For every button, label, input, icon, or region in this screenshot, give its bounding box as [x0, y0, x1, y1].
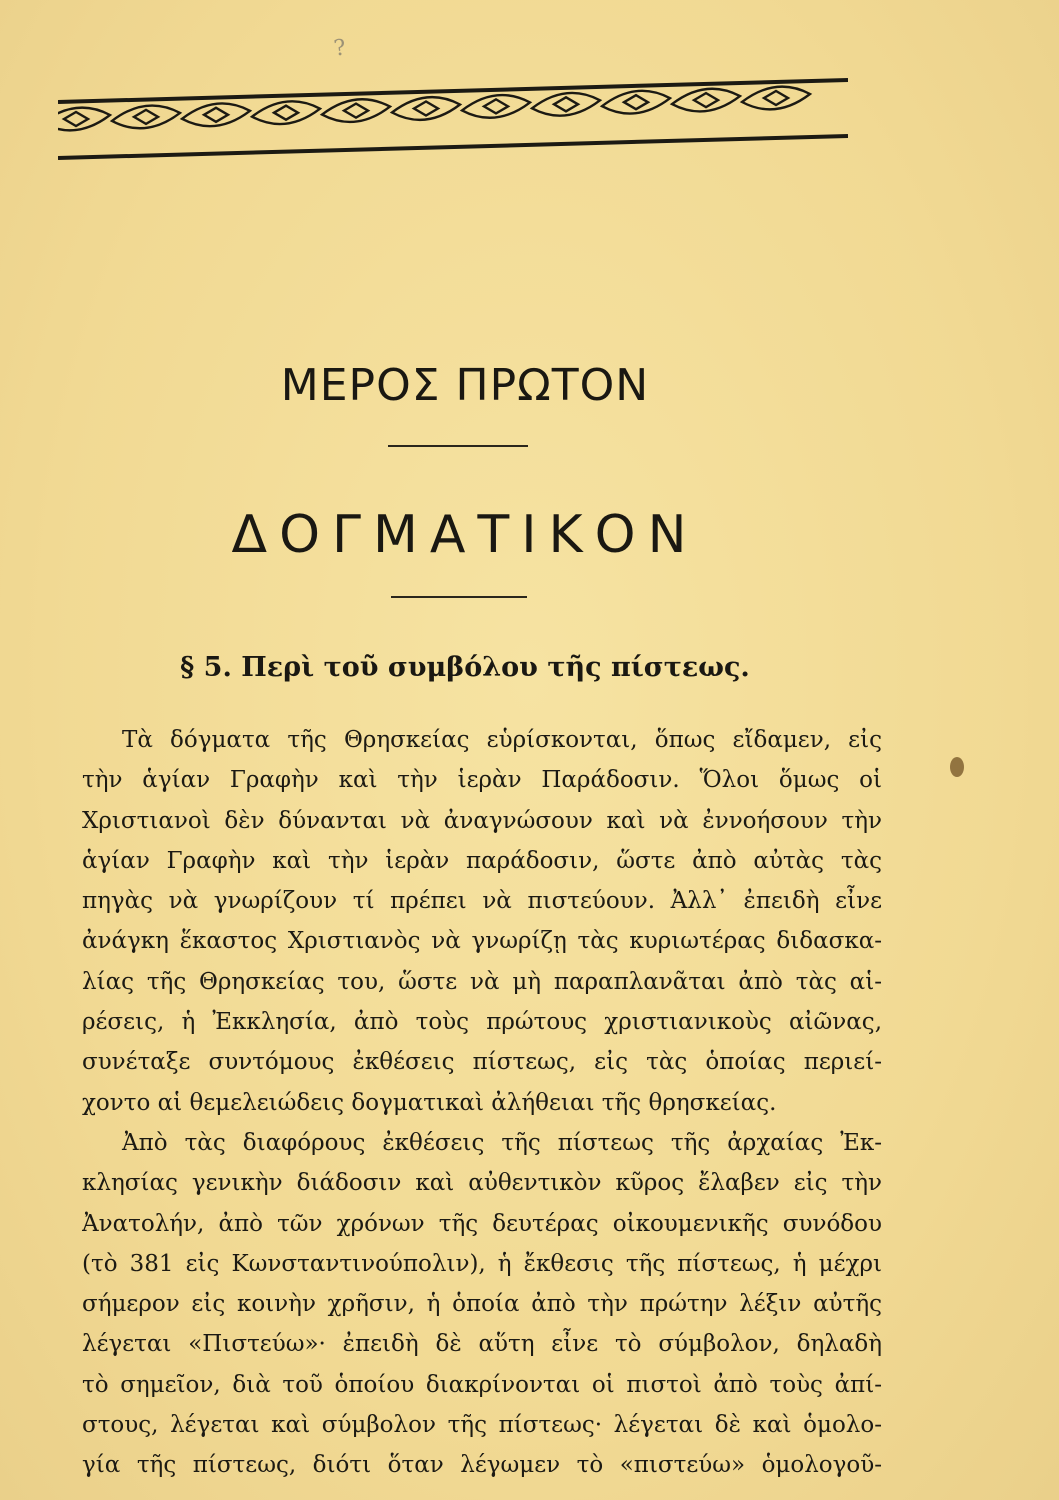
part-title: ΜΕΡΟΣ ΠΡΩΤΟΝ [280, 360, 650, 411]
text-line: ἁγίαν Γραφὴν καὶ τὴν ἱερὰν παράδοσιν, ὥστε ἀπὸ αὐτὰς τὰς [82, 847, 882, 874]
text-line: λίας τῆς Θρησκείας του, ὥστε νὰ μὴ παραπλανᾶται ἀπὸ τὰς αἱ- [82, 968, 882, 995]
text-line: ἀνάγκη ἕκαστος Χριστιανὸς νὰ γνωρίζῃ τὰς κυριωτέρας διδασκα- [82, 928, 882, 955]
ornament-diamond [624, 95, 648, 109]
ornament-diamond [414, 102, 438, 116]
text-line: κλησίας γενικὴν διάδοσιν καὶ αὐθεντικὸν κῦρος ἔλαβεν εἰς τὴν [82, 1170, 882, 1197]
ornament-diamond [274, 106, 298, 120]
ornament-diamond [204, 108, 228, 122]
section-heading: § 5. Περὶ τοῦ συμβόλου τῆς πίστεως. [180, 652, 750, 683]
text-line: λέγεται «Πιστεύω»· ἐπειδὴ δὲ αὕτη εἶνε τὸ σύμβολον, δηλαδὴ [82, 1331, 882, 1358]
text-line: Τὰ δόγματα τῆς Θρησκείας εὑρίσκονται, ὅπως εἴδαμεν, εἰς [122, 727, 882, 753]
ornament-diamond [764, 91, 788, 105]
text-line: συνέταξε συντόμους ἐκθέσεις πίστεως, εἰς τὰς ὁποίας περιεί- [82, 1049, 882, 1076]
title-divider [391, 596, 527, 598]
ornament-diamond [134, 110, 158, 124]
text-line: πηγὰς νὰ γνωρίζουν τί πρέπει νὰ πιστεύουν. Ἀλλ᾽ ἐπειδὴ εἶνε [82, 888, 882, 915]
ornament-diamond [694, 93, 718, 107]
ornament-diamond [344, 104, 368, 118]
title-divider [388, 445, 528, 447]
text-line: Χριστιανοὶ δὲν δύνανται νὰ ἀναγνώσουν καὶ νὰ ἐννοήσουν τὴν [82, 807, 882, 834]
ornament-diamond [484, 99, 508, 113]
text-line: στους, λέγεται καὶ σύμβολον τῆς πίστεως· λέγεται δὲ καὶ ὁμολο- [82, 1412, 882, 1439]
text-line: γία τῆς πίστεως, διότι ὅταν λέγωμεν τὸ «πιστεύω» ὁμολογοῦ- [82, 1452, 882, 1479]
text-line: σήμερον εἰς κοινὴν χρῆσιν, ἡ ὁποία ἀπὸ τὴν πρώτην λέξιν αὐτῆς [82, 1291, 882, 1318]
text-line: Ἀπὸ τὰς διαφόρους ἐκθέσεις τῆς πίστεως τῆς ἀρχαίας Ἐκ- [122, 1129, 882, 1156]
text-line: Ἀνατολήν, ἀπὸ τῶν χρόνων τῆς δευτέρας οἰκουμενικῆς συνόδου [82, 1210, 882, 1237]
text-line: ρέσεις, ἡ Ἐκκλησία, ἀπὸ τοὺς πρώτους χριστιανικοὺς αἰῶνας, [82, 1009, 882, 1036]
text-line: χοντο αἱ θεμελειώδεις δογματικαὶ ἀλήθειαι τῆς θρησκείας. [82, 1089, 777, 1116]
decorative-header-band [58, 78, 848, 162]
text-line: τὸ σημεῖον, διὰ τοῦ ὁποίου διακρίνονται οἱ πιστοὶ ἀπὸ τοὺς ἀπί- [82, 1371, 882, 1398]
text-line: τὴν ἁγίαν Γραφὴν καὶ τὴν ἱερὰν Παράδοσιν. Ὅλοι ὅμως οἱ [82, 767, 882, 794]
subject-title: ΔΟΓΜΑΤΙΚΟΝ [231, 505, 699, 565]
body-text [82, 720, 882, 1486]
paper-stain [950, 757, 964, 777]
corner-pencil-mark: ? [332, 35, 348, 62]
ornament-diamond [554, 97, 578, 111]
ornament-diamond [64, 112, 88, 126]
text-line: (τὸ 381 εἰς Κωνσταντινούπολιν), ἡ ἔκθεσις τῆς πίστεως, ἡ μέχρι [82, 1250, 882, 1277]
